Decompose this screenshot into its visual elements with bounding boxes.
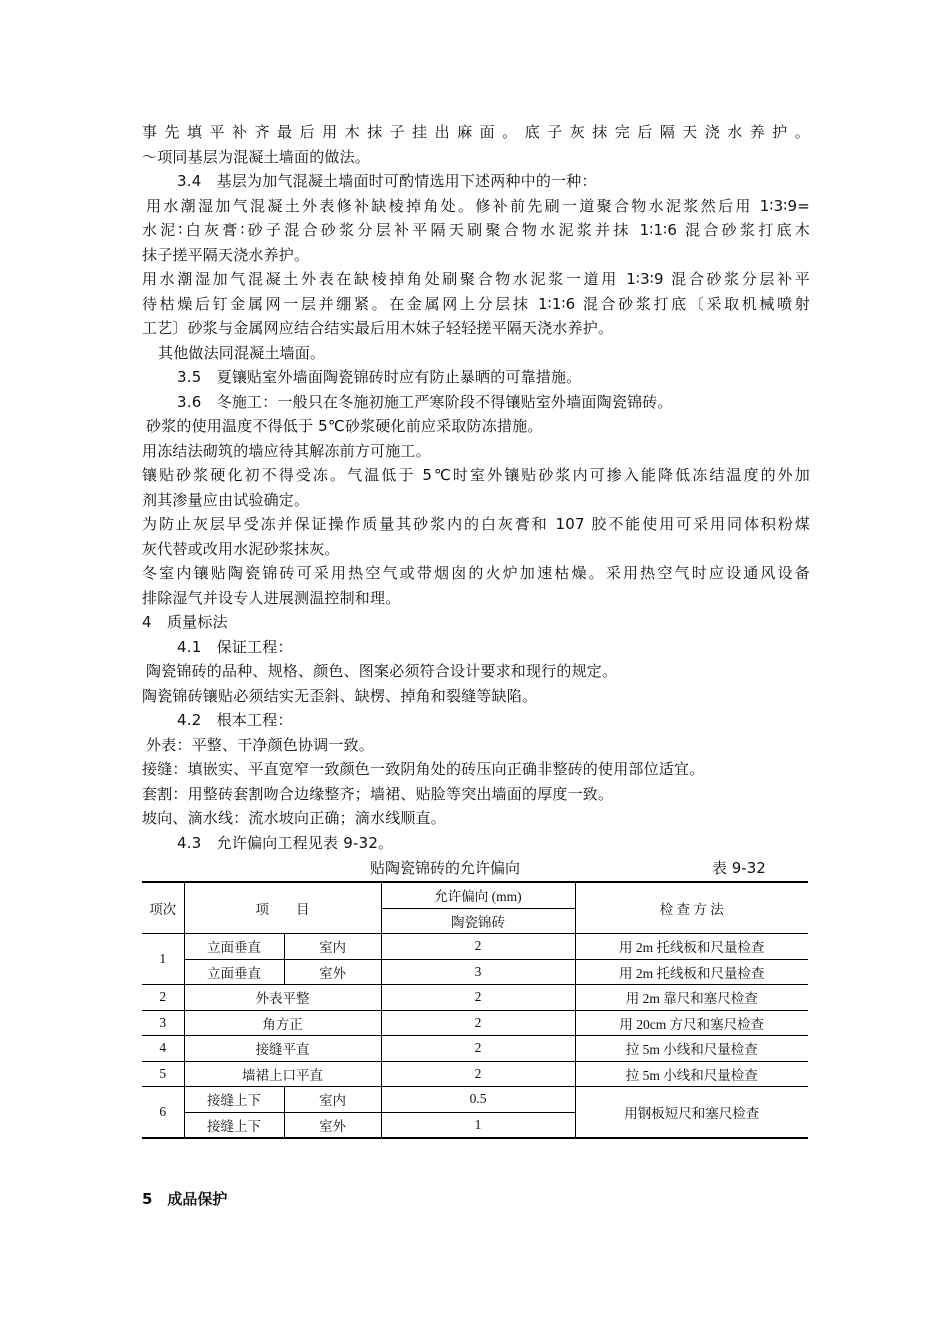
body-line: 陶瓷锦砖的品种、规格、颜色、图案必须符合设计要求和现行的规定。 [146, 662, 618, 680]
row-item: 角方正 [184, 1010, 381, 1036]
row-item: 接缝上下 [184, 1087, 284, 1113]
section-3-5: 3.5 夏镶贴室外墙面陶瓷锦砖时应有防止暴晒的可靠措施。 [177, 368, 582, 386]
body-line: 砂浆的使用温度不得低于 5℃砂浆硬化前应采取防冻措施。 [146, 417, 543, 435]
row-no: 3 [142, 1010, 184, 1036]
header-deviation-sub: 陶瓷锦砖 [381, 908, 575, 934]
header-no: 项次 [142, 882, 184, 934]
row-deviation: 2 [381, 1036, 575, 1062]
row-no: 5 [142, 1061, 184, 1087]
row-method: 拉 5m 小线和尺量检查 [575, 1061, 808, 1087]
table-row [142, 1036, 808, 1062]
row-deviation: 2 [381, 934, 575, 960]
deviation-table [142, 881, 808, 1139]
header-method: 检 查 方 法 [575, 882, 808, 934]
row-item: 立面垂直 [184, 934, 284, 960]
row-deviation: 3 [381, 959, 575, 985]
document-page [142, 120, 810, 1139]
body-line: 为防止灰层早受冻并保证操作质量其砂浆内的白灰膏和 107 胶不能使用可采用同体积粉煤 [142, 515, 810, 533]
row-method: 用钢板短尺和塞尺检查 [575, 1087, 808, 1139]
table-number: 表 9-32 [712, 859, 766, 877]
section-3-4: 3.4 基层为加气混凝土墙面时可酌情选用下述两种中的一种： [177, 172, 597, 190]
row-sub: 室外 [284, 1112, 381, 1138]
body-line: 水泥∶白灰膏∶砂子混合砂浆分层补平隔天刷聚合物水泥浆并抹 1∶1∶6 混合砂浆打底木 [142, 221, 810, 239]
body-line: 接缝：填嵌实、平直宽窄一致颜色一致阴角处的砖压向正确非整砖的使用部位适宜。 [142, 760, 705, 778]
row-deviation: 2 [381, 1061, 575, 1087]
section-4-2: 4.2 根本工程： [177, 711, 293, 729]
table-row [142, 1087, 808, 1113]
row-deviation: 2 [381, 1010, 575, 1036]
table-caption [142, 855, 810, 881]
row-deviation: 2 [381, 985, 575, 1011]
row-no: 2 [142, 985, 184, 1011]
section-5-heading: 5 成品保护 [142, 1190, 228, 1208]
body-line: 套割：用整砖套割吻合边缘整齐；墙裙、贴脸等突出墙面的厚度一致。 [142, 784, 614, 803]
body-line: 抹子搓平隔天浇水养护。 [142, 245, 310, 264]
body-line: 冬室内镶贴陶瓷锦砖可采用热空气或带烟囱的火炉加速枯燥。采用热空气时应设通风设备 [142, 564, 810, 582]
body-line: 〜项同基层为混凝土墙面的做法。 [142, 147, 371, 166]
body-line: 排除湿气并设专人进展测温控制和理。 [142, 588, 401, 607]
body-line: 用水潮湿加气混凝土外表在缺棱掉角处刷聚合物水泥浆一道用 1∶3∶9 混合砂浆分层补平 [142, 270, 810, 288]
body-line: 外表：平整、干净颜色协调一致。 [146, 735, 375, 754]
header-item: 项 目 [184, 882, 381, 934]
body-line: 其他做法同混凝土墙面。 [158, 343, 326, 362]
row-no: 4 [142, 1036, 184, 1062]
body-line: 用水潮湿加气混凝土外表修补缺棱掉角处。修补前先刷一道聚合物水泥浆然后用 1∶3∶9= [146, 196, 810, 215]
row-item: 墙裙上口平直 [184, 1061, 381, 1087]
body-line: 灰代替或改用水泥砂浆抹灰。 [142, 539, 340, 558]
section-4-3: 4.3 允许偏向工程见表 9-32。 [177, 833, 394, 852]
row-item: 接缝平直 [184, 1036, 381, 1062]
table-title: 贴陶瓷锦砖的允许偏向 [370, 859, 521, 877]
row-item: 接缝上下 [184, 1112, 284, 1138]
body-line: 陶瓷锦砖镶贴必须结实无歪斜、缺楞、掉角和裂缝等缺陷。 [142, 686, 538, 705]
table-row [142, 1061, 808, 1087]
header-deviation: 允许偏向 (mm) [381, 882, 575, 908]
body-line: 用冻结法砌筑的墙应待其解冻前方可施工。 [142, 441, 431, 460]
section-4-heading: 4 质量标法 [142, 613, 228, 631]
body-line: 镶贴砂浆硬化初不得受冻。气温低于 5℃时室外镶贴砂浆内可掺入能降低冻结温度的外加 [142, 466, 810, 484]
row-method: 拉 5m 小线和尺量检查 [575, 1036, 808, 1062]
table-row [142, 934, 808, 960]
section-4-1: 4.1 保证工程： [177, 637, 293, 656]
row-sub: 室外 [284, 959, 381, 985]
body-line: 事先填平补齐最后用木抹子挂出麻面。底子灰抹完后隔天浇水养护。 [142, 123, 810, 141]
table-row [142, 959, 808, 985]
section-3-6: 3.6 冬施工：一般只在冬施初施工严寒阶段不得镶贴室外墙面陶瓷锦砖。 [177, 392, 673, 411]
row-item: 立面垂直 [184, 959, 284, 985]
row-sub: 室内 [284, 1087, 381, 1113]
row-item: 外表平整 [184, 985, 381, 1011]
body-line: 坡向、滴水线：流水坡向正确；滴水线顺直。 [142, 809, 447, 827]
body-line: 工艺〕砂浆与金属网应结合结实最后用木妹子轻轻搓平隔天浇水养护。 [142, 319, 614, 337]
body-line: 待枯燥后钉金属网一层并绷紧。在金属网上分层抹 1∶1∶6 混合砂浆打底〔采取机械喷射 [142, 294, 810, 313]
table-row [142, 985, 808, 1011]
row-deviation: 0.5 [381, 1087, 575, 1113]
row-method: 用 2m 托线板和尺量检查 [575, 934, 808, 960]
row-deviation: 1 [381, 1112, 575, 1138]
row-sub: 室内 [284, 934, 381, 960]
row-no: 1 [142, 934, 184, 985]
row-method: 用 2m 托线板和尺量检查 [575, 959, 808, 985]
body-line: 剂其渗量应由试验确定。 [142, 490, 310, 509]
row-no: 6 [142, 1087, 184, 1139]
row-method: 用 2m 靠尺和塞尺检查 [575, 985, 808, 1011]
table-row [142, 1010, 808, 1036]
row-method: 用 20cm 方尺和塞尺检查 [575, 1010, 808, 1036]
